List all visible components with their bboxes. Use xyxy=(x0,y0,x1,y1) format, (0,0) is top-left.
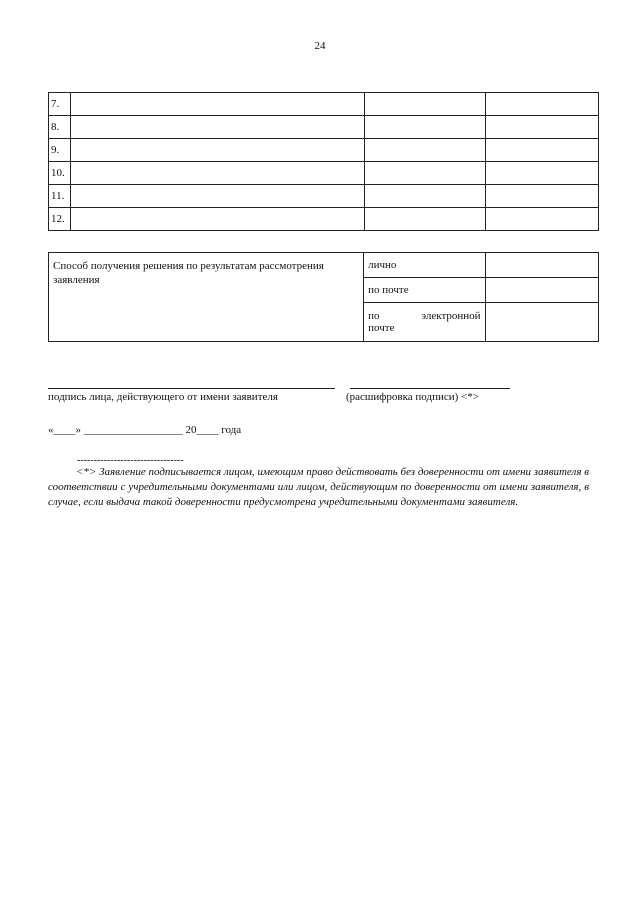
option-email-word-a: по xyxy=(368,310,380,322)
table-row xyxy=(49,93,599,116)
option-email xyxy=(364,303,485,342)
table-row xyxy=(49,139,599,162)
table-row xyxy=(49,185,599,208)
option-email-word-c: почте xyxy=(368,322,395,334)
option-by-mail: по почте xyxy=(364,278,485,303)
row-number: 10. xyxy=(49,162,71,185)
row-name-cell[interactable] xyxy=(71,208,365,231)
row-extra-cell[interactable] xyxy=(486,93,599,116)
footnote-text: <*> Заявление подписывается лицом, имеющим право действовать без доверенности от имени заявителя в соответствии с учредительными документами или лицом, действующим по доверенности от имени заявителя, в случае, если выдача такой доверенности предусмотрена учредительными документами заявителя. xyxy=(48,466,589,508)
row-number: 12. xyxy=(49,208,71,231)
footnote-separator: -------------------------------- xyxy=(77,455,184,466)
option-in-person: лично xyxy=(364,253,485,278)
table-row xyxy=(49,162,599,185)
row-number: 8. xyxy=(49,116,71,139)
option-email-value[interactable] xyxy=(485,303,598,342)
row-extra-cell[interactable] xyxy=(486,116,599,139)
option-in-person-value[interactable] xyxy=(485,253,598,278)
table-row xyxy=(49,116,599,139)
row-name-cell[interactable] xyxy=(71,162,365,185)
row-value-cell[interactable] xyxy=(365,162,486,185)
row-value-cell[interactable] xyxy=(365,93,486,116)
row-name-cell[interactable] xyxy=(71,93,365,116)
row-name-cell[interactable] xyxy=(71,116,365,139)
signature-caption: подпись лица, действующего от имени заявителя xyxy=(48,391,278,403)
page-number: 24 xyxy=(314,40,326,52)
row-number: 7. xyxy=(49,93,71,116)
option-email-word-b: электронной xyxy=(421,310,481,322)
signature-transcript-line[interactable] xyxy=(350,388,510,389)
row-name-cell[interactable] xyxy=(71,139,365,162)
row-value-cell[interactable] xyxy=(365,185,486,208)
date-line[interactable]: «____» __________________ 20____ года xyxy=(48,424,242,436)
row-number: 11. xyxy=(49,185,71,208)
row-value-cell[interactable] xyxy=(365,208,486,231)
table-row xyxy=(49,208,599,231)
row-name-cell[interactable] xyxy=(71,185,365,208)
row-extra-cell[interactable] xyxy=(486,185,599,208)
row-extra-cell[interactable] xyxy=(486,208,599,231)
row-number: 9. xyxy=(49,139,71,162)
option-by-mail-value[interactable] xyxy=(485,278,598,303)
row-extra-cell[interactable] xyxy=(486,162,599,185)
items-table xyxy=(48,92,599,231)
signature-line[interactable] xyxy=(48,388,335,389)
row-value-cell[interactable] xyxy=(365,116,486,139)
delivery-method-table xyxy=(48,252,599,342)
row-extra-cell[interactable] xyxy=(486,139,599,162)
delivery-method-label: Способ получения решения по результатам рассмотрения заявления xyxy=(49,253,364,342)
signature-transcript-caption: (расшифровка подписи) <*> xyxy=(346,391,479,403)
row-value-cell[interactable] xyxy=(365,139,486,162)
